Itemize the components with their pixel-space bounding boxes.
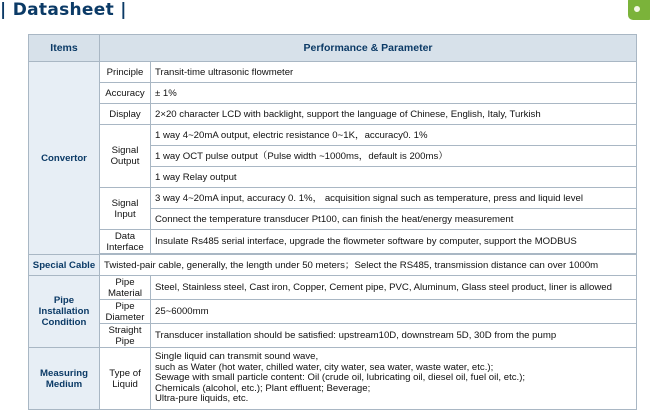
parameters-header: Performance & Parameter — [100, 35, 637, 62]
table-row — [29, 83, 637, 104]
signal-input-1: 3 way 4~20mA input, accuracy 0. 1%， acquisition signal such as temperature, press and liquid level — [151, 188, 637, 209]
straight-pipe-value: Transducer installation should be satisfied: upstream10D, downstream 5D, 30D from the pump — [151, 324, 637, 348]
table-row — [29, 230, 637, 254]
pipe-material-label: Pipe Material — [100, 276, 151, 300]
convertor-label: Convertor — [29, 62, 100, 255]
table-row — [29, 300, 637, 324]
special-cable-value: Twisted-pair cable, generally, the length under 50 meters；Select the RS485, transmission distance can over 1000m — [100, 255, 637, 276]
straight-pipe-label: Straight Pipe — [100, 324, 151, 348]
data-interface-value: Insulate Rs485 serial interface, upgrade the flowmeter software by computer, support the MODBUS — [151, 230, 637, 254]
pipe-installation-label: Pipe Installation Condition — [29, 276, 100, 348]
table-row — [29, 255, 637, 276]
items-header: Items — [29, 35, 100, 62]
pipe-material-value: Steel, Stainless steel, Cast iron, Copper, Cement pipe, PVC, Aluminum, Glass steel product, liner is allowed — [151, 276, 637, 300]
signal-input-label: Signal Input — [100, 188, 151, 230]
pipe-diameter-value: 25~6000mm — [151, 300, 637, 324]
principle-value: Transit-time ultrasonic flowmeter — [151, 62, 637, 83]
principle-label: Principle — [100, 62, 151, 83]
table-row — [29, 62, 637, 83]
signal-output-label: Signal Output — [100, 125, 151, 188]
page-header — [0, 0, 650, 24]
datasheet-table — [28, 34, 637, 410]
signal-output-1: 1 way 4~20mA output, electric resistance 0~1K，accuracy0. 1% — [151, 125, 637, 146]
display-value: 2×20 character LCD with backlight, support the language of Chinese, English, Italy, Turkish — [151, 104, 637, 125]
liquid-type-value: Single liquid can transmit sound wave, such as Water (hot water, chilled water, city water, sea water, waste water, etc.); Sewage with small particle content: Oil (crude oil, lubricating oil, diesel oil, fuel oil, etc.); Chemicals (alcohol, etc.); Plant effluent; Beverage; Ultra-pure liquids, etc. — [151, 348, 637, 410]
table-header-row — [29, 35, 637, 62]
signal-input-2: Connect the temperature transducer Pt100, can finish the heat/energy measurement — [151, 209, 637, 230]
signal-output-3: 1 way Relay output — [151, 167, 637, 188]
gear-icon — [634, 6, 640, 12]
table-row — [29, 348, 637, 410]
accuracy-value: ± 1% — [151, 83, 637, 104]
display-label: Display — [100, 104, 151, 125]
data-interface-label: Data Interface — [100, 230, 151, 254]
settings-icon[interactable] — [628, 0, 650, 20]
measuring-medium-label: Measuring Medium — [29, 348, 100, 410]
table-row — [29, 188, 637, 209]
signal-output-2: 1 way OCT pulse output（Pulse width ~1000ms，default is 200ms） — [151, 146, 637, 167]
special-cable-label: Special Cable — [29, 255, 100, 276]
liquid-type-label: Type of Liquid — [100, 348, 151, 410]
table-row — [29, 276, 637, 300]
table-row — [29, 125, 637, 146]
datasheet-title: | Datasheet | — [0, 0, 127, 20]
table-row — [29, 104, 637, 125]
table-row — [29, 324, 637, 348]
pipe-diameter-label: Pipe Diameter — [100, 300, 151, 324]
accuracy-label: Accuracy — [100, 83, 151, 104]
